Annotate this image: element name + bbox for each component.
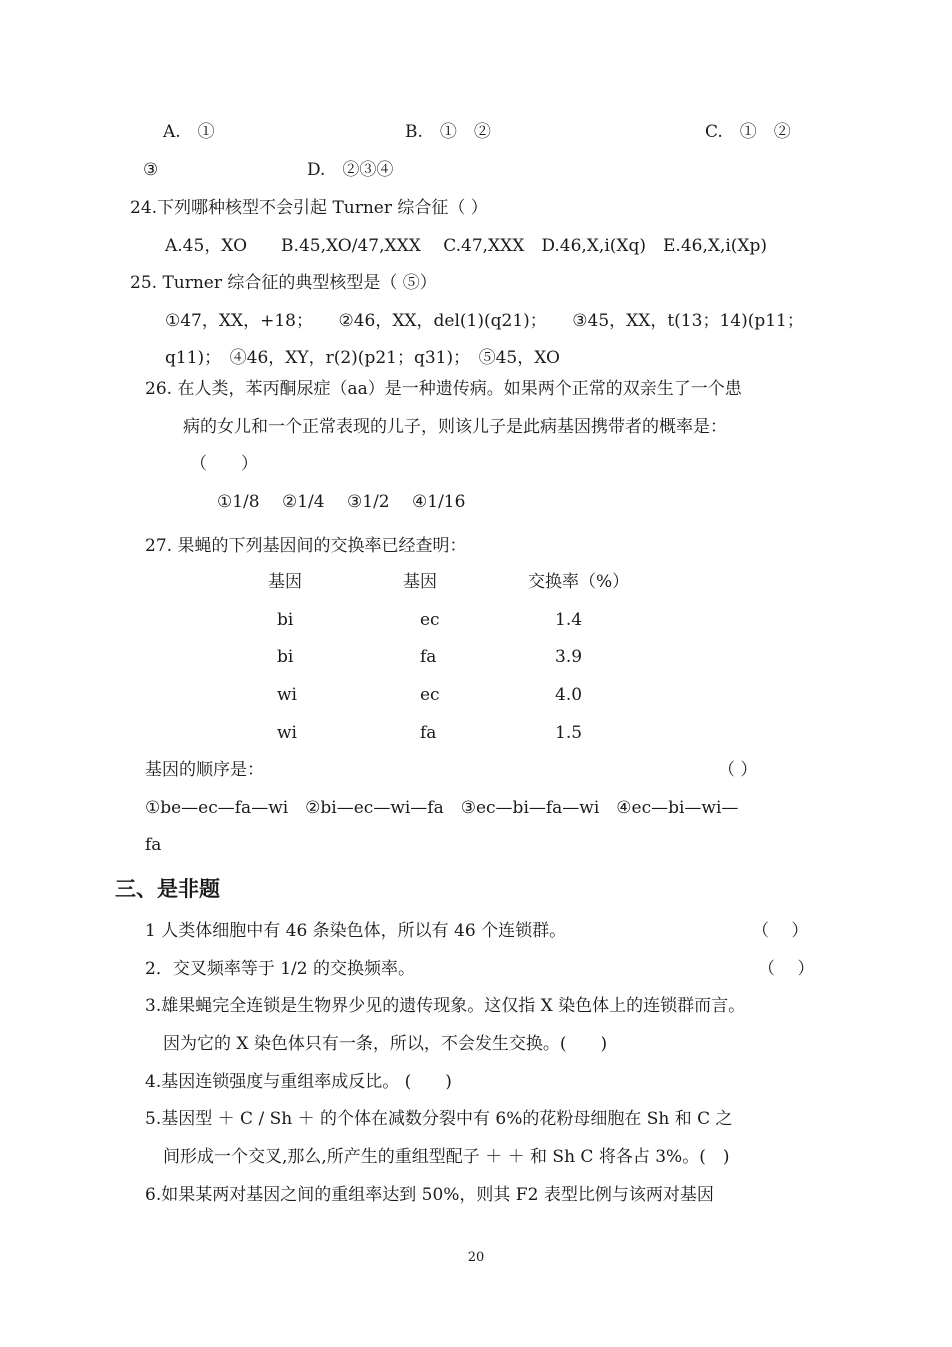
q27-answer-blank: （ ） xyxy=(718,760,758,780)
table-cell: fa xyxy=(420,723,437,743)
q27-order-label: 基因的顺序是： xyxy=(145,760,264,780)
q24-question: 24.下列哪种核型不会引起 Turner 综合征（ ） xyxy=(130,198,488,218)
table-cell: 1.5 xyxy=(555,723,583,743)
q23-option-c: C. ① ② xyxy=(705,122,791,142)
table-cell: bi xyxy=(277,610,294,630)
table-cell: wi xyxy=(277,723,297,743)
section-heading: 三、是非题 xyxy=(115,877,220,901)
q24-options: A.45，XO B.45,XO/47,XXX C.47,XXX D.46,X,i(Xq) E.46,X,i(Xp) xyxy=(165,236,768,256)
tf-item-5-line2: 间形成一个交叉,那么,所产生的重组型配子 ＋ ＋ 和 Sh C 将各占 3%。( ) xyxy=(163,1147,730,1167)
tf-item-1-blank: （ ） xyxy=(752,921,809,941)
q23-option-c-continued: ③ xyxy=(143,160,159,180)
table-cell: bi xyxy=(277,647,294,667)
page-number: 20 xyxy=(467,1250,485,1265)
table-cell: 1.4 xyxy=(555,610,583,630)
table-cell: 4.0 xyxy=(555,685,583,705)
q27-options-line2: fa xyxy=(145,835,162,855)
q27-intro: 27. 果蝇的下列基因间的交换率已经查明： xyxy=(145,536,467,556)
q26-options: ①1/8 ②1/4 ③1/2 ④1/16 xyxy=(217,492,466,512)
tf-item-6: 6.如果某两对基因之间的重组率达到 50%，则其 F2 表型比例与该两对基因 xyxy=(145,1185,714,1205)
q25-options-line1: ①47，XX，+18； ②46，XX，del(1)(q21)； ③45，XX，t(13；14)(p11； xyxy=(165,311,804,331)
tf-item-3-line1: 3.雄果蝇完全连锁是生物界少见的遗传现象。这仅指 X 染色体上的连锁群而言。 xyxy=(145,996,746,1016)
table-cell: wi xyxy=(277,685,297,705)
table-header: 交换率（%） xyxy=(528,572,630,592)
table-cell: fa xyxy=(420,647,437,667)
q26-line2: 病的女儿和一个正常表现的儿子，则该儿子是此病基因携带者的概率是： xyxy=(183,417,727,437)
tf-item-4: 4.基因连锁强度与重组率成反比。 ( ) xyxy=(145,1072,452,1092)
tf-item-2-blank: （ ） xyxy=(758,959,815,979)
table-header: 基因 xyxy=(403,572,437,592)
q26-line1: 26. 在人类，苯丙酮尿症（aa）是一种遗传病。如果两个正常的双亲生了一个患 xyxy=(145,379,742,399)
q23-option-a: A. ① xyxy=(163,122,215,142)
tf-item-3-line2: 因为它的 X 染色体只有一条，所以，不会发生交换。( ) xyxy=(163,1034,608,1054)
q23-option-b: B. ① ② xyxy=(405,122,491,142)
q23-option-d: D. ②③④ xyxy=(307,160,394,180)
tf-item-1: 1 人类体细胞中有 46 条染色体，所以有 46 个连锁群。 xyxy=(145,921,567,941)
tf-item-2: 2．交叉频率等于 1/2 的交换频率。 xyxy=(145,959,415,979)
table-cell: ec xyxy=(420,610,440,630)
table-cell: ec xyxy=(420,685,440,705)
q25-options-line2: q11)； ④46，XY，r(2)(p21；q31)； ⑤45，XO xyxy=(165,348,560,368)
table-cell: 3.9 xyxy=(555,647,583,667)
table-header: 基因 xyxy=(268,572,302,592)
tf-item-5-line1: 5.基因型 ＋ C / Sh ＋ 的个体在减数分裂中有 6%的花粉母细胞在 Sh 和 C 之 xyxy=(145,1109,733,1129)
q26-answer-blank: （ ） xyxy=(190,454,258,474)
q25-question: 25. Turner 综合征的典型核型是（ ⑤） xyxy=(130,273,437,293)
q27-options-line1: ①be—ec—fa—wi ②bi—ec—wi—fa ③ec—bi—fa—wi ④ec—bi—wi— xyxy=(145,798,739,818)
